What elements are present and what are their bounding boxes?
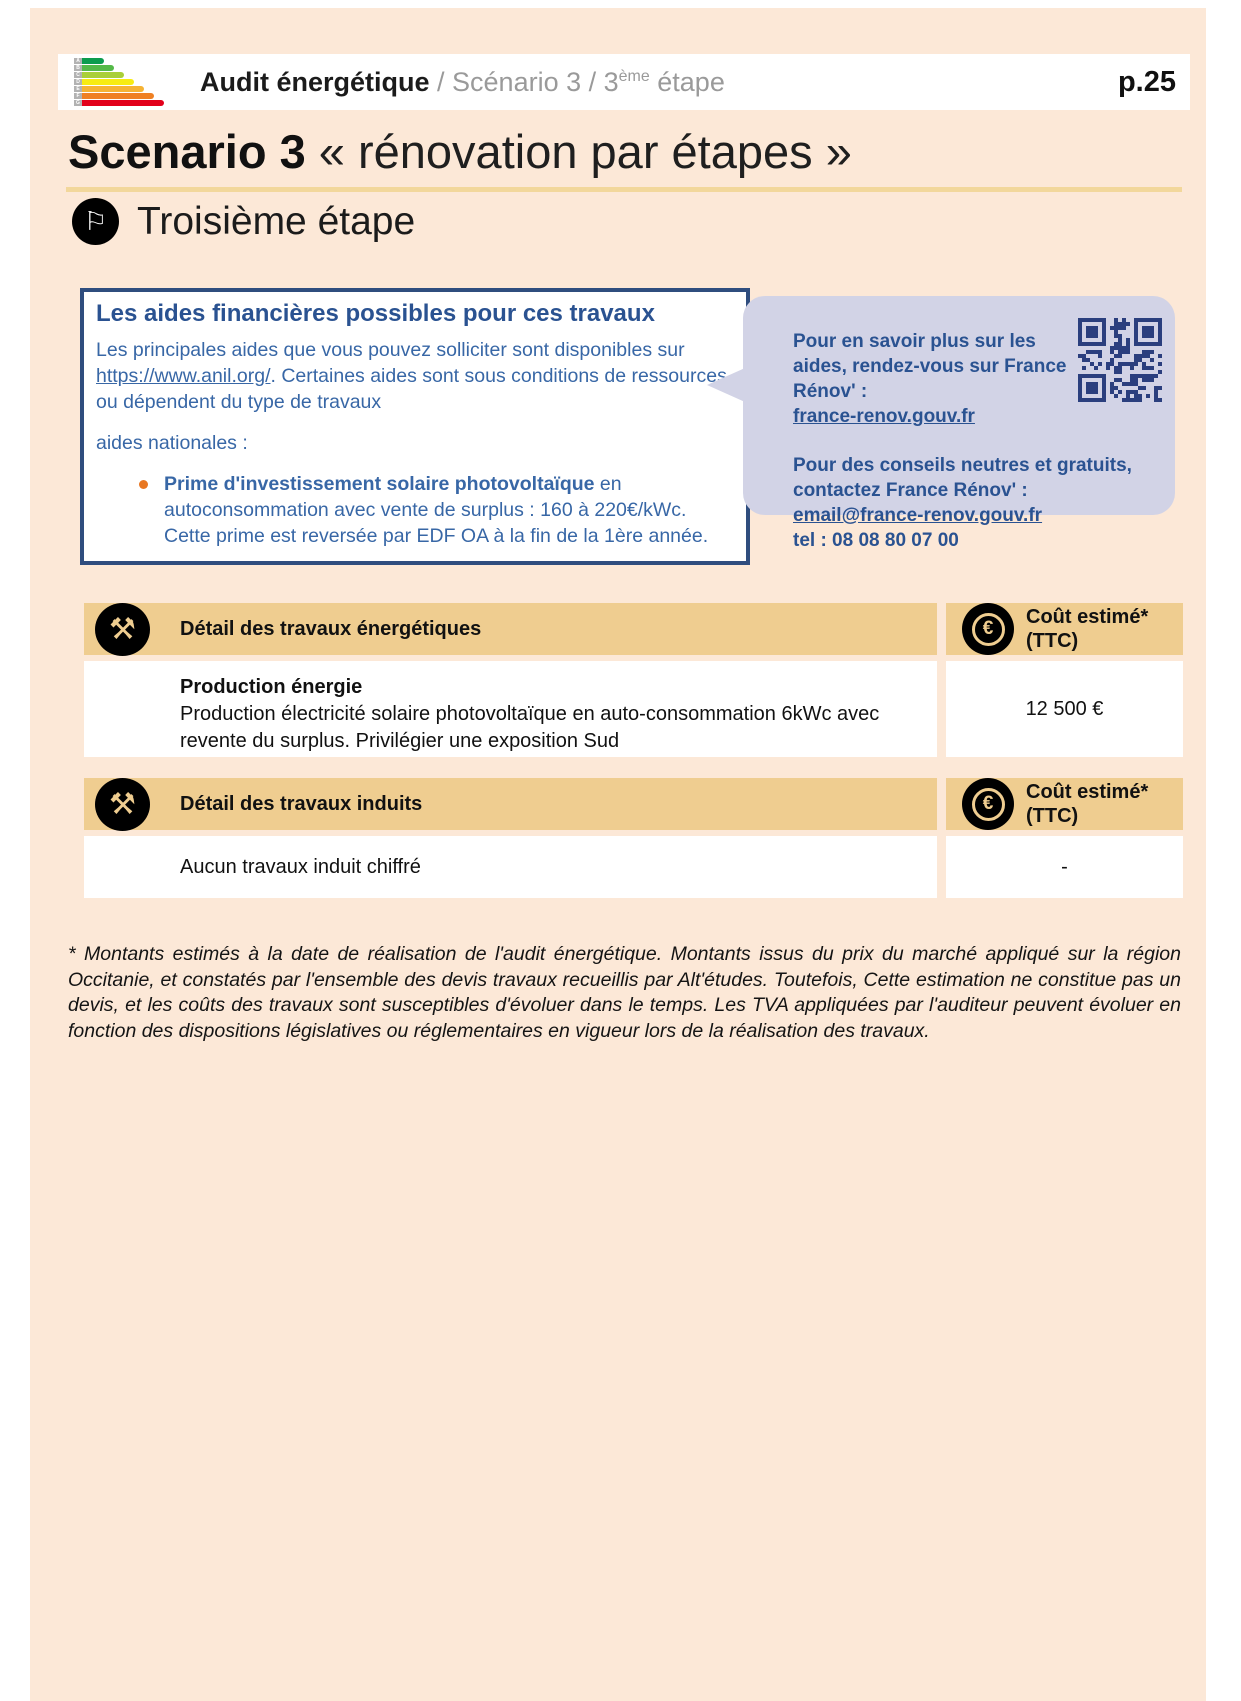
cost-header-line1: Coût estimé* [1026, 781, 1149, 803]
euro-glyph: € [972, 788, 1005, 821]
breadcrumb-separator: / [429, 66, 453, 97]
bubble-contact-text: Pour des conseils neutres et gratuits, contactez France Rénov' : [793, 455, 1132, 501]
financial-aid-intro [96, 337, 748, 415]
table1-row-cost: 12 500 € [1025, 697, 1104, 720]
breadcrumb [200, 67, 725, 98]
financial-aid-box [80, 288, 750, 565]
flag-icon: ⚐ [72, 198, 119, 245]
energy-label-icon: A B C D E F G [74, 58, 166, 106]
table2-row-cost: - [1061, 855, 1068, 878]
aid-intro-text: Les principales aides que vous pouvez solliciter sont disponibles sur [96, 339, 685, 361]
table1-header-label: Détail des travaux énergétiques [180, 617, 482, 640]
table1-row-description: Production électricité solaire photovoltaïque en auto-consommation 6kWc avec revente du surplus. Privilégier une exposition Sud [180, 703, 880, 752]
cost-header-line1: Coût estimé* [1026, 606, 1149, 628]
euro-glyph: € [972, 613, 1005, 646]
cost-header-line2: (TTC) [1026, 630, 1079, 652]
anil-link[interactable]: https://www.anil.org/ [96, 365, 271, 387]
aid-bullet-rest: en autoconsommation avec vente de surplus : 160 à 220€/kWc. Cette prime est reversée par EDF OA à la fin de la 1ère année. [164, 473, 709, 547]
aid-bullet-bold: Prime d'investissement solaire photovoltaïque [164, 473, 595, 495]
page-title [68, 124, 852, 179]
breadcrumb-ordinal: ème [618, 67, 650, 85]
page-header [58, 54, 1190, 110]
france-renov-bubble [743, 296, 1175, 551]
breadcrumb-app: Audit énergétique [200, 66, 430, 97]
bullet-icon [139, 480, 148, 489]
aid-bullet-text [164, 471, 709, 549]
bubble-aides-text: Pour en savoir plus sur les aides, rendez-vous sur France Rénov' : [793, 331, 1067, 402]
qr-code-icon [1078, 318, 1162, 402]
page-title-bold: Scenario 3 [68, 125, 306, 178]
breadcrumb-tail: étape [649, 66, 725, 97]
france-renov-link[interactable]: france-renov.gouv.fr [793, 406, 975, 427]
aid-bullet-item [96, 471, 734, 549]
france-renov-phone: tel : 08 08 80 07 00 [793, 530, 959, 551]
step-subtitle [72, 198, 415, 245]
table1-header-band [84, 603, 937, 655]
euro-coin-icon [962, 778, 1014, 830]
title-divider [66, 187, 1182, 192]
page-number: p.25 [1117, 65, 1176, 98]
table1-row-title: Production énergie [180, 676, 363, 698]
cost-disclaimer-footnote: * Montants estimés à la date de réalisation de l'audit énergétique. Montants issus du prix du marché appliqué sur la région Occitanie, et constatés par l'ensemble des devis travaux recueillis par Alt'études. Toutefois, Cette estimation ne constitue pas un devis, et les coûts des travaux sont susceptibles d'évoluer dans le temps. Les TVA appliquées par l'auditeur peuvent évoluer en fonction des dispositions législatives ou réglementaires en vigueur lors de la réalisation des travaux. [68, 943, 1181, 1042]
table1-cost-header-band [946, 603, 1183, 655]
bubble-aides-paragraph [793, 329, 1078, 429]
table2-header-label: Détail des travaux induits [180, 792, 423, 815]
page-title-rest: « rénovation par étapes » [305, 125, 852, 178]
national-aids-label: aides nationales : [96, 432, 248, 454]
table2-header-band [84, 778, 937, 830]
table2-row-description: Aucun travaux induit chiffré [180, 856, 421, 878]
table2-row [84, 836, 937, 898]
table1-cost-header [1026, 605, 1148, 653]
cost-header-line2: (TTC) [1026, 805, 1079, 827]
euro-coin-icon [962, 603, 1014, 655]
financial-aid-title: Les aides financières possibles pour ces travaux [96, 300, 655, 327]
table2-cost-header-band [946, 778, 1183, 830]
step-subtitle-label: Troisième étape [137, 199, 416, 243]
table2-row-cost-cell [946, 836, 1183, 898]
france-renov-email-link[interactable]: email@france-renov.gouv.fr [793, 505, 1043, 526]
bubble-tail [707, 368, 745, 402]
table1-row [84, 661, 937, 757]
table1-row-cost-cell [946, 661, 1183, 757]
breadcrumb-scenario: Scénario 3 / 3 [452, 66, 619, 97]
tools-icon: ⚒ [95, 603, 150, 656]
aid-intro-text-after: . Certaines aides sont sous conditions de ressources ou dépendent du type de travaux [96, 365, 727, 413]
bubble-contact-paragraph [793, 453, 1153, 553]
table2-cost-header [1026, 780, 1148, 828]
tools-icon: ⚒ [95, 778, 150, 831]
